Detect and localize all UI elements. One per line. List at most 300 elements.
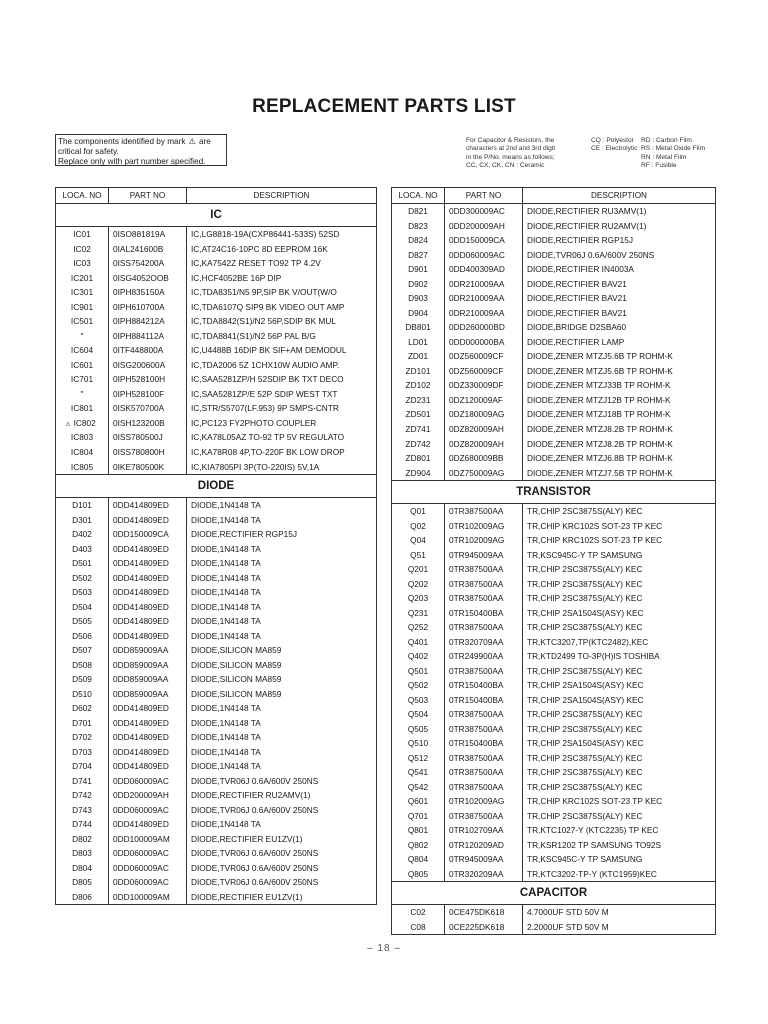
cell-loca xyxy=(56,774,109,789)
legend-code: RF : Fusible xyxy=(641,161,677,169)
table-row xyxy=(392,852,716,867)
table-row xyxy=(392,591,716,606)
part-description: TR,KTC3202-TP-Y (KTC1959)KEC xyxy=(523,867,716,882)
location-number: Q542 xyxy=(407,781,429,792)
part-description: TR,CHIP 2SA1504S(ASY) KEC xyxy=(523,693,716,708)
cell-loca xyxy=(56,416,109,431)
part-number: 0DD414809ED xyxy=(109,759,187,774)
part-number: 0ITF448800A xyxy=(109,343,187,358)
cell-loca xyxy=(392,533,445,548)
cell-loca xyxy=(56,343,109,358)
part-number: 0TR102009AG xyxy=(445,533,523,548)
legend-code: CQ : Polyestor xyxy=(591,137,634,144)
cell-loca xyxy=(392,422,445,437)
table-row xyxy=(392,393,716,408)
part-number: 0TR102009AG xyxy=(445,794,523,809)
cell-loca xyxy=(392,751,445,766)
column-header-description: DESCRIPTION xyxy=(187,188,377,204)
table-row xyxy=(56,358,377,373)
part-number: 0TR120209AD xyxy=(445,838,523,853)
cell-loca xyxy=(56,846,109,861)
part-description: DIODE,SILICON MA859 xyxy=(187,657,377,672)
part-number: 0TR387500AA xyxy=(445,722,523,737)
location-number: D805 xyxy=(72,877,92,888)
location-number: IC901 xyxy=(70,301,94,312)
cell-loca xyxy=(392,407,445,422)
table-row xyxy=(392,451,716,466)
section-title: DIODE xyxy=(56,474,377,497)
part-number: 0ISG4052OOB xyxy=(109,271,187,286)
part-description: DIODE,TVR06J 0.6A/600V 250NS xyxy=(187,875,377,890)
cell-loca xyxy=(56,372,109,387)
cell-loca xyxy=(392,320,445,335)
part-number: 0DD414809ED xyxy=(109,570,187,585)
part-number: 0DZ750009AG xyxy=(445,465,523,480)
part-description: IC,SAA5281ZP/H 52SDIP BK TXT DECO xyxy=(187,372,377,387)
part-description: DIODE,1N4148 TA xyxy=(187,817,377,832)
part-number: 0DD414809ED xyxy=(109,628,187,643)
table-row xyxy=(56,861,377,876)
cell-loca xyxy=(392,204,445,219)
table-row xyxy=(56,541,377,556)
legend-code: RS : Metal Oxide Film xyxy=(641,145,706,153)
location-number: ZD231 xyxy=(405,394,431,405)
part-description: DIODE,RECTIFIER LAMP xyxy=(523,335,716,350)
table-row xyxy=(56,416,377,431)
legend-intro-line: CC, CX, CK, CN : Ceramic xyxy=(466,161,545,169)
location-number: D821 xyxy=(408,206,428,217)
part-number: 0IAL241600B xyxy=(109,242,187,257)
location-number: LD01 xyxy=(408,336,428,347)
part-number: 0TR387500AA xyxy=(445,562,523,577)
table-row xyxy=(392,349,716,364)
part-number: 0TR387500AA xyxy=(445,503,523,518)
cell-loca xyxy=(392,920,445,935)
part-number: 0TR320209AA xyxy=(445,867,523,882)
cell-loca xyxy=(392,722,445,737)
table-row xyxy=(392,465,716,480)
part-description: TR,CHIP 2SC3875S(ALY) KEC xyxy=(523,780,716,795)
cell-loca xyxy=(392,867,445,882)
part-description: DIODE,1N4148 TA xyxy=(187,730,377,745)
cell-loca xyxy=(392,591,445,606)
part-description: TR,CHIP 2SC3875S(ALY) KEC xyxy=(523,620,716,635)
table-row xyxy=(56,803,377,818)
table-row xyxy=(392,751,716,766)
part-description: TR,KTC3207,TP(KTC2482),KEC xyxy=(523,634,716,649)
cell-loca xyxy=(56,803,109,818)
part-description: DIODE,BRIDGE D2SBA60 xyxy=(523,320,716,335)
part-number: 0DD414809ED xyxy=(109,730,187,745)
table-row xyxy=(392,533,716,548)
table-row xyxy=(56,527,377,542)
table-row xyxy=(392,204,716,219)
location-number: D902 xyxy=(408,278,428,289)
location-number: ZD904 xyxy=(405,467,431,478)
part-description: DIODE,1N4148 TA xyxy=(187,701,377,716)
part-description: DIODE,ZENER MTZJ18B TP ROHM-K xyxy=(523,407,716,422)
cell-loca xyxy=(392,291,445,306)
location-number: D507 xyxy=(72,645,92,656)
cell-loca xyxy=(392,809,445,824)
part-number: 0DD859009AA xyxy=(109,672,187,687)
cell-loca xyxy=(392,707,445,722)
location-number: D903 xyxy=(408,293,428,304)
part-description: DIODE,1N4148 TA xyxy=(187,556,377,571)
location-number: D901 xyxy=(408,264,428,275)
part-number: 0TR387500AA xyxy=(445,576,523,591)
part-description: DIODE,RECTIFIER IN4003A xyxy=(523,262,716,277)
table-row xyxy=(392,291,716,306)
table-row xyxy=(392,277,716,292)
location-number: IC01 xyxy=(73,229,91,240)
part-description: DIODE,1N4148 TA xyxy=(187,599,377,614)
table-row xyxy=(392,233,716,248)
table-row xyxy=(392,620,716,635)
part-number: 0TR387500AA xyxy=(445,707,523,722)
part-number: 0CE475DK618 xyxy=(445,905,523,920)
location-number: Q501 xyxy=(407,665,429,676)
cell-loca xyxy=(56,599,109,614)
location-number: IC501 xyxy=(70,316,94,327)
legend-code: CE : Electrolytic xyxy=(591,145,638,153)
location-number: D741 xyxy=(72,775,92,786)
cell-loca xyxy=(392,823,445,838)
table-row xyxy=(392,920,716,935)
cell-loca xyxy=(56,329,109,344)
part-number: 0DD150009CA xyxy=(445,233,523,248)
table-row xyxy=(56,890,377,905)
location-number: Q505 xyxy=(407,723,429,734)
table-row xyxy=(392,503,716,518)
safety-notice xyxy=(55,134,227,166)
notice-line-1-start: The components identified by mark xyxy=(58,137,186,146)
table-row xyxy=(56,343,377,358)
part-description: DIODE,ZENER MTZJ5.6B TP ROHM-K xyxy=(523,349,716,364)
location-number: D703 xyxy=(72,746,92,757)
cell-loca xyxy=(392,838,445,853)
cell-loca xyxy=(392,576,445,591)
section-title: TRANSISTOR xyxy=(392,480,716,503)
part-description: DIODE,ZENER MTZJ5.6B TP ROHM-K xyxy=(523,364,716,379)
part-number: 0DD414809ED xyxy=(109,716,187,731)
cell-loca xyxy=(392,233,445,248)
cell-loca xyxy=(392,277,445,292)
cell-loca xyxy=(56,614,109,629)
table-row xyxy=(56,372,377,387)
part-number: 0DD414809ED xyxy=(109,541,187,556)
table-row xyxy=(392,219,716,234)
part-description: IC,SAA5281ZP/E 52P SDIP WEST TXT xyxy=(187,387,377,402)
parts-table-left xyxy=(55,187,377,905)
location-number: D804 xyxy=(72,862,92,873)
location-number: IC601 xyxy=(70,359,94,370)
location-number: C08 xyxy=(410,921,426,932)
cell-loca xyxy=(56,832,109,847)
part-number: 0TR249900AA xyxy=(445,649,523,664)
part-description: DIODE,TVR06J 0.6A/600V 250NS xyxy=(523,248,716,263)
part-number: 0IPH884212A xyxy=(109,314,187,329)
part-number: 0IKE780500K xyxy=(109,459,187,474)
cell-loca xyxy=(56,875,109,890)
part-description: TR,CHIP 2SC3875S(ALY) KEC xyxy=(523,707,716,722)
cell-loca xyxy=(392,736,445,751)
part-number: 0DZ680009BB xyxy=(445,451,523,466)
table-row xyxy=(56,672,377,687)
location-number: D101 xyxy=(72,500,92,511)
part-description: DIODE,ZENER MTZJ6.8B TP ROHM-K xyxy=(523,451,716,466)
cell-loca xyxy=(56,285,109,300)
cell-loca xyxy=(392,678,445,693)
cell-loca xyxy=(392,465,445,480)
location-number: IC803 xyxy=(70,432,94,443)
part-description: IC,TDA8841(S1)/N2 56P PAL B/G xyxy=(187,329,377,344)
table-row xyxy=(392,547,716,562)
table-row xyxy=(56,300,377,315)
location-number: D509 xyxy=(72,674,92,685)
part-description: TR,CHIP 2SA1504S(ASY) KEC xyxy=(523,736,716,751)
part-number: 0IPH528100F xyxy=(109,387,187,402)
cell-loca xyxy=(56,861,109,876)
location-number: D403 xyxy=(72,543,92,554)
part-description: TR,CHIP 2SC3875S(ALY) KEC xyxy=(523,722,716,737)
part-description: TR,CHIP KRC102S SOT-23 TP KEC xyxy=(523,533,716,548)
table-row xyxy=(56,599,377,614)
table-row xyxy=(392,364,716,379)
location-number: ZD741 xyxy=(405,423,431,434)
part-number: 0DD150009CA xyxy=(109,527,187,542)
part-description: 2.2000UF STD 50V M xyxy=(523,920,716,935)
location-number: IC201 xyxy=(70,272,94,283)
part-number: 0DR210009AA xyxy=(445,306,523,321)
part-number: 0DD300009AC xyxy=(445,204,523,219)
part-description: TR,CHIP 2SA1504S(ASY) KEC xyxy=(523,678,716,693)
table-row xyxy=(56,745,377,760)
table-row xyxy=(392,335,716,350)
part-number: 0DD060009AC xyxy=(445,248,523,263)
location-number: Q804 xyxy=(407,854,429,865)
location-number: D827 xyxy=(408,249,428,260)
part-description: TR,CHIP KRC102S SOT-23 TP KEC xyxy=(523,518,716,533)
cell-loca xyxy=(56,701,109,716)
location-number: C02 xyxy=(410,907,426,918)
part-number: 0DZ820009AH xyxy=(445,436,523,451)
part-number: 0TR387500AA xyxy=(445,751,523,766)
part-number: 0DD414809ED xyxy=(109,556,187,571)
part-description: TR,KSC945C-Y TP SAMSUNG xyxy=(523,852,716,867)
part-description: IC,TDA2006 5Z 1CHX10W AUDIO AMP. xyxy=(187,358,377,373)
location-number: D704 xyxy=(72,761,92,772)
cell-loca xyxy=(56,657,109,672)
part-description: IC,AT24C16-10PC 8D EEPROM 16K xyxy=(187,242,377,257)
part-description: IC,TDA6107Q SIP9 BK VIDEO OUT AMP xyxy=(187,300,377,315)
part-number: 0DR210009AA xyxy=(445,277,523,292)
column-header-loca: LOCA. NO xyxy=(56,188,109,204)
cell-loca xyxy=(56,527,109,542)
location-number: Q203 xyxy=(407,593,429,604)
location-number: D504 xyxy=(72,601,92,612)
part-description: DIODE,1N4148 TA xyxy=(187,512,377,527)
part-description: IC,KA78L05AZ TO-92 TP 5V REGULATO xyxy=(187,430,377,445)
legend-code: RN : Metal Film xyxy=(641,153,687,161)
cell-loca xyxy=(392,378,445,393)
table-row xyxy=(392,765,716,780)
part-description: IC,KIA7805PI 3P(TO-220IS) 5V,1A xyxy=(187,459,377,474)
location-number: D904 xyxy=(408,307,428,318)
legend-intro-line: For Capacitor & Resistors, the xyxy=(466,137,555,144)
part-number: 0DZ330009DF xyxy=(445,378,523,393)
location-number: Q231 xyxy=(407,607,429,618)
column-header-part: PART NO xyxy=(445,188,523,204)
part-number: 0IPH884112A xyxy=(109,329,187,344)
part-description: IC,U4488B 16DIP BK SIF+AM DEMODUL xyxy=(187,343,377,358)
cell-loca xyxy=(56,430,109,445)
cell-loca xyxy=(392,349,445,364)
table-row xyxy=(56,643,377,658)
cell-loca xyxy=(56,890,109,905)
part-description: IC,STR/S5707(LF.953) 9P SMPS-CNTR xyxy=(187,401,377,416)
table-row xyxy=(56,556,377,571)
location-number: Q701 xyxy=(407,810,429,821)
table-row xyxy=(392,693,716,708)
cell-loca xyxy=(56,387,109,402)
location-number: ZD742 xyxy=(405,438,431,449)
part-description: TR,CHIP 2SC3875S(ALY) KEC xyxy=(523,751,716,766)
cell-loca xyxy=(56,401,109,416)
table-row xyxy=(56,570,377,585)
table-row xyxy=(392,823,716,838)
table-row xyxy=(392,262,716,277)
part-description: DIODE,SILICON MA859 xyxy=(187,686,377,701)
location-number: IC02 xyxy=(73,243,91,254)
table-row xyxy=(56,614,377,629)
table-row xyxy=(56,657,377,672)
table-row xyxy=(392,378,716,393)
table-row xyxy=(56,585,377,600)
table-row xyxy=(392,436,716,451)
cell-loca xyxy=(56,227,109,242)
location-number: Q04 xyxy=(410,535,426,546)
cell-loca xyxy=(56,745,109,760)
part-number: 0CE225DK618 xyxy=(445,920,523,935)
location-number: IC03 xyxy=(73,258,91,269)
legend-intro-line: characters at 2nd and 3rd digit xyxy=(466,145,556,153)
location-number: Q601 xyxy=(407,796,429,807)
cell-loca xyxy=(392,262,445,277)
cell-loca xyxy=(56,300,109,315)
table-row xyxy=(392,634,716,649)
cell-loca xyxy=(392,620,445,635)
table-row xyxy=(56,759,377,774)
table-row xyxy=(392,780,716,795)
table-row xyxy=(392,722,716,737)
location-number: IC804 xyxy=(70,446,94,457)
cell-loca xyxy=(56,716,109,731)
location-number: IC701 xyxy=(70,374,94,385)
location-number: D502 xyxy=(72,572,92,583)
section-header xyxy=(56,474,377,497)
part-number: 0TR387500AA xyxy=(445,591,523,606)
location-number: D506 xyxy=(72,630,92,641)
cell-loca xyxy=(56,643,109,658)
part-description: TR,KTD2499 TO-3P(H)IS TOSHIBA xyxy=(523,649,716,664)
part-description: TR,KTC1027-Y (KTC2235) TP KEC xyxy=(523,823,716,838)
part-number: 0DD859009AA xyxy=(109,686,187,701)
part-description: DIODE,RECTIFIER RGP15J xyxy=(187,527,377,542)
table-row xyxy=(56,459,377,474)
part-description: TR,CHIP 2SC3875S(ALY) KEC xyxy=(523,576,716,591)
location-number: Q402 xyxy=(407,651,429,662)
cell-loca xyxy=(56,242,109,257)
location-number: Q02 xyxy=(410,520,426,531)
table-row xyxy=(56,846,377,861)
section-header xyxy=(56,204,377,227)
part-number: 0ISO881819A xyxy=(109,227,187,242)
cell-loca xyxy=(56,459,109,474)
column-header-description: DESCRIPTION xyxy=(523,188,716,204)
cell-loca xyxy=(392,765,445,780)
location-number: DB801 xyxy=(405,322,431,333)
section-title: IC xyxy=(56,204,377,227)
table-row xyxy=(56,788,377,803)
part-description: DIODE,ZENER MTZJ33B TP ROHM-K xyxy=(523,378,716,393)
part-description: DIODE,1N4148 TA xyxy=(187,541,377,556)
cell-loca xyxy=(56,256,109,271)
cell-loca xyxy=(392,605,445,620)
table-row xyxy=(56,686,377,701)
cell-loca xyxy=(392,306,445,321)
notice-line-3: Replace only with part number specified. xyxy=(58,157,206,166)
part-description: TR,CHIP 2SC3875S(ALY) KEC xyxy=(523,765,716,780)
table-row xyxy=(392,838,716,853)
cell-loca xyxy=(56,817,109,832)
cell-loca xyxy=(392,364,445,379)
part-number: 0DZ180009AG xyxy=(445,407,523,422)
cell-loca xyxy=(56,556,109,571)
location-number: Q01 xyxy=(410,506,426,517)
table-row xyxy=(56,242,377,257)
part-number: 0ISH123200B xyxy=(109,416,187,431)
part-description: DIODE,TVR06J 0.6A/600V 250NS xyxy=(187,803,377,818)
part-number: 0TR102709AA xyxy=(445,823,523,838)
cell-loca xyxy=(56,672,109,687)
part-number: 0TR945009AA xyxy=(445,547,523,562)
part-description: DIODE,RECTIFIER EU1ZV(1) xyxy=(187,890,377,905)
location-number: D701 xyxy=(72,717,92,728)
part-number: 0DD060009AC xyxy=(109,861,187,876)
table-row xyxy=(392,678,716,693)
part-number: 0IPH610700A xyxy=(109,300,187,315)
table-row xyxy=(56,875,377,890)
part-number: 0DD414809ED xyxy=(109,599,187,614)
cell-loca xyxy=(56,314,109,329)
cell-loca xyxy=(392,780,445,795)
table-row xyxy=(56,730,377,745)
part-description: DIODE,1N4148 TA xyxy=(187,628,377,643)
location-number: ZD101 xyxy=(405,365,431,376)
part-number: 0TR387500AA xyxy=(445,663,523,678)
cell-loca xyxy=(56,570,109,585)
cell-loca xyxy=(392,794,445,809)
cell-loca xyxy=(392,693,445,708)
cell-loca xyxy=(392,905,445,920)
location-number: Q801 xyxy=(407,825,429,836)
location-number: ZD102 xyxy=(405,380,431,391)
part-number: 0DZ560009CF xyxy=(445,349,523,364)
table-row xyxy=(56,256,377,271)
location-number: ZD801 xyxy=(405,453,431,464)
part-description: DIODE,1N4148 TA xyxy=(187,585,377,600)
